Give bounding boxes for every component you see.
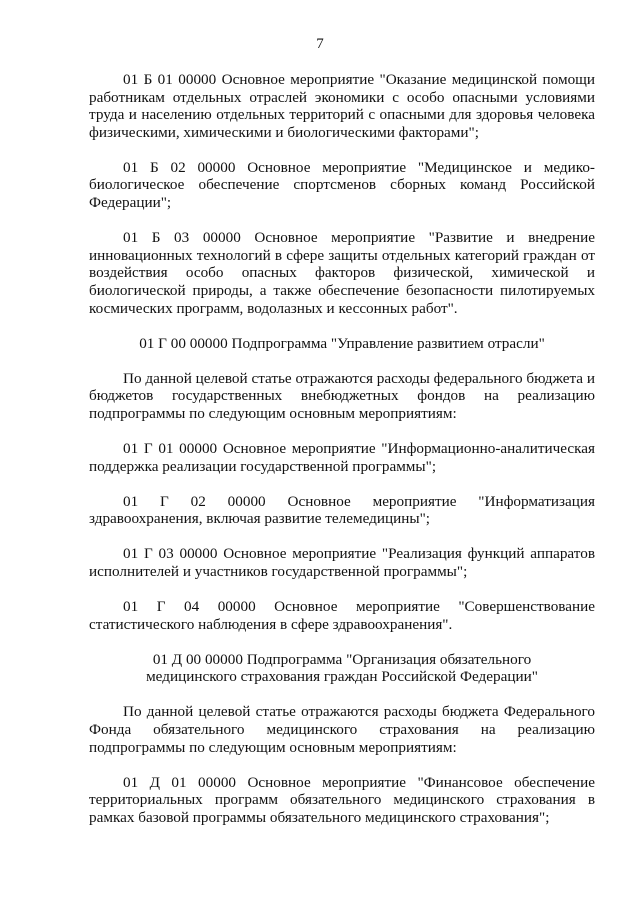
heading-01d-line-2: медицинского страхования граждан Российской Федерации": [146, 668, 538, 686]
paragraph-01g01-information-support: 01 Г 01 00000 Основное мероприятие "Информационно-аналитическая поддержка реализации государственной программы";: [89, 440, 595, 475]
paragraph-01b03-innovative-technologies: 01 Б 03 00000 Основное мероприятие "Развитие и внедрение инновационных технологий в сфере защиты отдельных категорий граждан от воздействия особо опасных факторов физической, химической и биологической природы, а также обеспечение безопасности пилотируемых космических программ, водолазных и кессонных работ".: [89, 229, 595, 317]
paragraph-01g04-statistics-improvement: 01 Г 04 00000 Основное мероприятие "Совершенствование статистического наблюдения в сфере здравоохранения".: [89, 598, 595, 633]
heading-01d-subprogram-health-insurance: [89, 651, 595, 686]
paragraph-01d-intro: По данной целевой статье отражаются расходы бюджета Федерального Фонда обязательного медицинского страхования на реализацию подпрограммы по следующим основным мероприятиям:: [89, 703, 595, 756]
paragraph-01g-intro: По данной целевой статье отражаются расходы федерального бюджета и бюджетов государственных внебюджетных фондов на реализацию подпрограммы по следующим основным мероприятиям:: [89, 369, 595, 422]
heading-01g-subprogram-industry-management: 01 Г 00 00000 Подпрограмма "Управление развитием отрасли": [139, 334, 545, 352]
paragraph-01g02-healthcare-informatization: 01 Г 02 00000 Основное мероприятие "Информатизация здравоохранения, включая развитие телемедицины";: [89, 492, 595, 528]
paragraph-01b01-medical-aid-hazardous-industries: 01 Б 01 00000 Основное мероприятие "Оказание медицинской помощи работникам отдельных отраслей экономики с особо опасными условиями труда и населению отдельных территорий с опасными для здоровья человека физическими, химическими и биологическими факторами";: [89, 71, 595, 141]
paragraph-01b02-athletes-medical-support: 01 Б 02 00000 Основное мероприятие "Медицинское и медико-биологическое обеспечение спортсменов сборных команд Российской Федерации";: [89, 158, 595, 212]
paragraph-01g03-apparatus-functions: 01 Г 03 00000 Основное мероприятие "Реализация функций аппаратов исполнителей и участников государственной программы";: [89, 545, 595, 580]
page-number: 7: [316, 36, 324, 52]
paragraph-01d01-territorial-programs-financing: 01 Д 01 00000 Основное мероприятие "Финансовое обеспечение территориальных программ обязательного медицинского страхования в рамках базовой программы обязательного медицинского страхования";: [89, 773, 595, 826]
document-body: [89, 71, 595, 844]
heading-01d-line-1: 01 Д 00 00000 Подпрограмма "Организация обязательного: [152, 650, 532, 668]
